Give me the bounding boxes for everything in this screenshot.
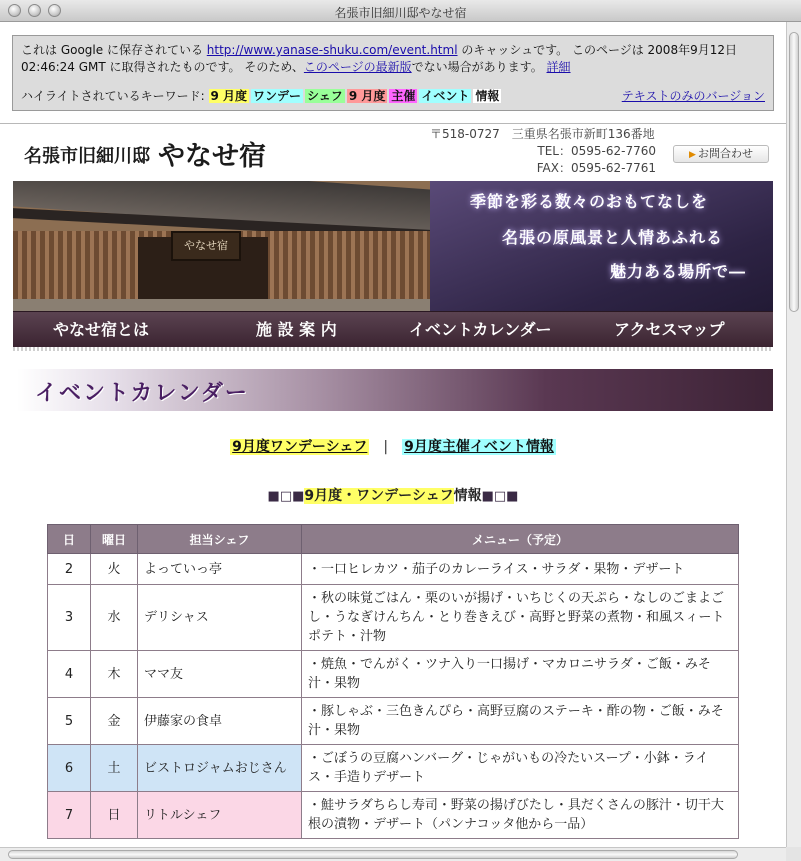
cache-line-2 [21, 59, 765, 76]
cell-chef: ビストロジャムおじさん [138, 745, 302, 792]
event-info-link[interactable]: 9月度主催イベント情報 [404, 439, 554, 455]
nav-about[interactable]: やなせ宿とは [53, 320, 150, 339]
keyword-chip: 情報 [475, 89, 500, 103]
google-cache-notice [12, 35, 774, 111]
cell-menu: ・ごぼうの豆腐ハンバーグ・じゃがいもの冷たいスープ・小鉢・ライス・手造りデザート [302, 745, 739, 792]
vertical-scroll-thumb[interactable] [789, 32, 799, 312]
arrow-right-icon: ▶ [689, 150, 696, 160]
hero-line-3: 魅力ある場所で― [610, 262, 747, 281]
table-row [48, 651, 739, 698]
keyword-list [209, 89, 504, 103]
section-title: イベントカレンダー [35, 380, 249, 406]
onedaychef-subheading [0, 485, 786, 505]
keyword-chip: シェフ [307, 89, 343, 103]
cache-separator [0, 123, 786, 124]
keywords-label: ハイライトされているキーワード: [21, 89, 209, 103]
keyword-chip: 9 月度 [210, 89, 248, 103]
hero-banner [13, 181, 773, 311]
address: 〒518-0727 三重県名張市新町136番地 [430, 127, 655, 141]
nav-divider [13, 347, 773, 351]
table-row [48, 585, 739, 651]
table-row [48, 698, 739, 745]
cache-text: これは Google に保存されている [21, 43, 207, 57]
building-photo [13, 181, 430, 311]
month-links [0, 436, 786, 456]
table-header-row [48, 525, 739, 554]
table-row [48, 745, 739, 792]
subheading-highlight: 9月度・ワンデーシェフ [304, 488, 454, 504]
cell-weekday: 土 [91, 745, 138, 792]
cache-text: でない場合があります。 [411, 60, 547, 74]
horizontal-scroll-thumb[interactable] [8, 850, 738, 859]
vertical-scrollbar[interactable] [786, 22, 801, 847]
logo-subtitle: 名張市旧細川邸 [24, 146, 150, 167]
site-logo[interactable] [24, 134, 266, 173]
hero-message [430, 181, 773, 311]
cell-chef: ママ友 [138, 651, 302, 698]
decor-squares: ■□■ [267, 489, 305, 504]
logo-title: やなせ宿 [158, 141, 266, 172]
cell-weekday: 木 [91, 651, 138, 698]
onedaychef-link[interactable]: 9月度ワンデーシェフ [232, 439, 368, 455]
text-only-version-link[interactable]: テキストのみのバージョン [621, 89, 765, 103]
keyword-chip: イベント [421, 89, 470, 103]
cell-menu: ・豚しゃぶ・三色きんぴら・高野豆腐のステーキ・酢の物・ご飯・みそ汁・果物 [302, 698, 739, 745]
cell-day: 2 [48, 554, 91, 585]
col-chef: 担当シェフ [138, 525, 302, 554]
cell-weekday: 火 [91, 554, 138, 585]
onedaychef-table [47, 524, 739, 839]
cache-text: のキャッシュです。 このページは 2008年9月12日 [457, 43, 737, 57]
hero-line-2: 名張の原風景と人情あふれる [502, 228, 724, 247]
resize-corner[interactable] [786, 847, 801, 861]
details-link[interactable]: 詳細 [546, 60, 571, 74]
cache-line-1 [21, 42, 765, 59]
horizontal-scrollbar[interactable] [0, 847, 786, 861]
highlighted-keywords [21, 88, 503, 105]
col-day: 日 [48, 525, 91, 554]
section-heading [17, 369, 773, 411]
page-viewport [0, 22, 786, 847]
telephone: TEL：0595-62-7760 [537, 144, 656, 158]
subheading-rest: 情報 [453, 488, 482, 504]
main-navigation [13, 311, 773, 347]
cached-url-link[interactable]: http://www.yanase-shuku.com/event.html [206, 43, 458, 57]
link-separator: | [383, 439, 389, 455]
cell-day: 7 [48, 792, 91, 839]
latest-version-link[interactable]: このページの最新版 [303, 60, 412, 74]
keyword-chip: 主催 [391, 89, 416, 103]
cell-weekday: 日 [91, 792, 138, 839]
nav-event-calendar[interactable]: イベントカレンダー [409, 320, 552, 339]
fax: FAX：0595-62-7761 [536, 161, 656, 175]
building-sign: やなせ宿 [171, 231, 241, 261]
cell-day: 3 [48, 585, 91, 651]
cache-text: 02:46:24 GMT に取得されたものです。 そのため、 [21, 60, 304, 74]
hero-line-1: 季節を彩る数々のおもてなしを [470, 192, 709, 211]
cell-chef: リトルシェフ [138, 792, 302, 839]
nav-facilities[interactable]: 施 設 案 内 [256, 320, 337, 339]
cell-menu: ・一口ヒレカツ・茄子のカレーライス・サラダ・果物・デザート [302, 554, 739, 585]
contact-info [430, 126, 680, 177]
cell-weekday: 金 [91, 698, 138, 745]
cell-menu: ・焼魚・でんがく・ツナ入り一口揚げ・マカロニサラダ・ご飯・みそ汁・果物 [302, 651, 739, 698]
contact-button-label: お問合わせ [697, 147, 753, 160]
cell-day: 5 [48, 698, 91, 745]
cell-chef: 伊藤家の食卓 [138, 698, 302, 745]
decor-squares: ■□■ [481, 489, 519, 504]
cell-menu: ・秋の味覚ごはん・栗のいが揚げ・いちじくの天ぷら・なしのごまよごし・うなぎけんちん・とり巻きえび・高野と野菜の煮物・和風スィートポテト・汁物 [302, 585, 739, 651]
col-weekday: 曜日 [91, 525, 138, 554]
keyword-chip: 9 月度 [348, 89, 386, 103]
col-menu: メニュー（予定） [302, 525, 739, 554]
cell-weekday: 水 [91, 585, 138, 651]
cell-chef: よっていっ亭 [138, 554, 302, 585]
cell-day: 6 [48, 745, 91, 792]
table-row [48, 554, 739, 585]
cell-menu: ・鮭サラダちらし寿司・野菜の揚げびたし・具だくさんの豚汁・切干大根の漬物・デザート（パンナコッタ他から一品） [302, 792, 739, 839]
cell-day: 4 [48, 651, 91, 698]
keyword-chip: ワンデー [253, 89, 302, 103]
contact-button[interactable] [673, 145, 769, 163]
nav-access-map[interactable]: アクセスマップ [614, 320, 725, 339]
window-title: 名張市旧細川邸やなせ宿 [334, 6, 467, 20]
cell-chef: デリシャス [138, 585, 302, 651]
table-row [48, 792, 739, 839]
window-titlebar [0, 0, 801, 22]
